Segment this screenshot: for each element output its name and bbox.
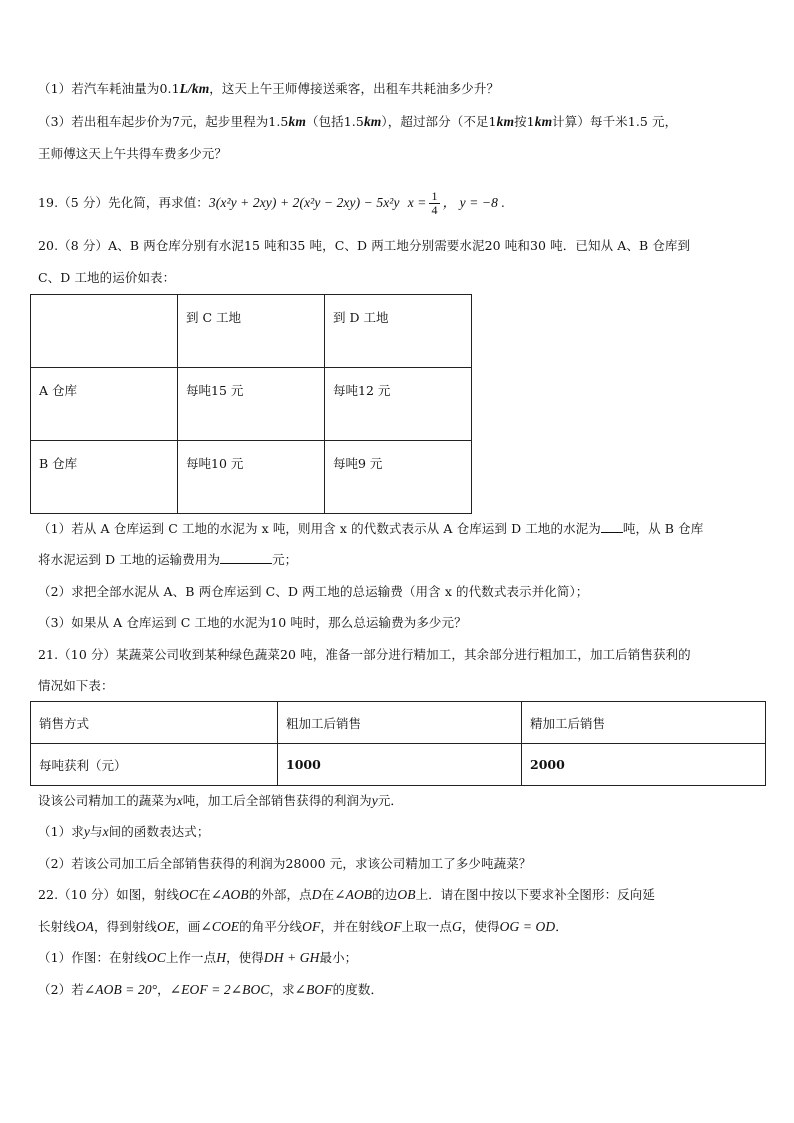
q18-sub1-unit: L/km xyxy=(179,81,210,96)
q18-sub3 xyxy=(38,113,768,131)
math-og-od: OG = OD xyxy=(499,919,556,934)
q22-text: （2）若 xyxy=(38,982,84,997)
q21-sub1-c: 间的函数表达式； xyxy=(108,824,210,839)
table-cell: 精加工后销售 xyxy=(522,702,766,744)
q18-sub3-line2: 王师傅这天上午共得车费多少元？ xyxy=(38,146,228,161)
q18-sub3-c: ），超过部分（不足1 xyxy=(381,114,497,129)
q21-sub1-b: 与 xyxy=(89,824,103,839)
table-cell: 每吨获利（元） xyxy=(31,744,278,786)
q21-setup-c: 元． xyxy=(377,793,404,808)
q18-sub3-unit4: km xyxy=(534,114,553,129)
q19-x-denominator: 4 xyxy=(431,203,438,217)
q22-text: 长射线 xyxy=(38,919,76,934)
q22-text: 上作一点 xyxy=(165,950,217,965)
q22-text: （1）作图：在射线 xyxy=(38,950,147,965)
math-angle-aob: ∠AOB xyxy=(334,887,373,902)
q22-text: 上取一点 xyxy=(401,919,452,934)
freight-rate-table xyxy=(30,294,472,514)
table-cell: 粗加工后销售 xyxy=(278,702,522,744)
q19-x-numerator: 1 xyxy=(431,189,438,203)
table-cell: 每吨12 元 xyxy=(325,368,472,441)
table-row xyxy=(31,295,472,368)
q18-sub3-unit2: km xyxy=(363,114,382,129)
table-row xyxy=(31,441,472,514)
q21-setup-b: 吨，加工后全部销售获得的利润为 xyxy=(182,793,372,808)
q18-sub3-unit3: km xyxy=(496,114,515,129)
table-cell: 每吨10 元 xyxy=(178,441,325,514)
q21-sub1 xyxy=(38,823,768,841)
table-cell: 到 C 工地 xyxy=(178,295,325,368)
q21-line1: 21.（10 分）某蔬菜公司收到某种绿色蔬菜20 吨，准备一部分进行精加工，其余部分进行粗加工，加工后销售获利的 xyxy=(38,647,691,662)
table-cell: B 仓库 xyxy=(31,441,178,514)
math-angle-coe: ∠COE xyxy=(200,919,240,934)
q20-sub1-cont xyxy=(38,551,768,569)
q19-x-label: x = xyxy=(407,195,427,210)
table-cell: 每吨9 元 xyxy=(325,441,472,514)
math-oc: OC xyxy=(146,950,166,965)
table-cell: 销售方式 xyxy=(31,702,278,744)
table-cell: 1000 xyxy=(278,744,522,786)
q20-sub1-b: 吨，从 B 仓库 xyxy=(622,521,704,536)
q21-sub1-a: （1）求 xyxy=(38,824,84,839)
table-cell: 到 D 工地 xyxy=(325,295,472,368)
q22-text: 的度数． xyxy=(332,982,384,997)
math-g: G xyxy=(452,919,462,934)
var-y: y xyxy=(371,793,378,808)
q21-setup xyxy=(38,792,768,810)
table-cell: 每吨15 元 xyxy=(178,368,325,441)
math-oc: OC xyxy=(179,887,199,902)
q20-sub3: （3）如果从 A 仓库运到 C 工地的水泥为10 吨时，那么总运输费为多少元？ xyxy=(38,615,467,630)
q18-sub3-e: 计算）每千米1.5 元， xyxy=(552,114,678,129)
q22-text: ，并在射线 xyxy=(320,919,384,934)
sales-profit-table xyxy=(30,701,766,786)
math-d: D xyxy=(311,887,322,902)
q22-text: 的边 xyxy=(372,887,398,902)
q22-text: ， xyxy=(157,982,170,997)
q20-sub1-d: 元； xyxy=(272,552,298,567)
q20-sub1 xyxy=(38,520,768,538)
q19-label: 19.（5 分）先化简，再求值： xyxy=(38,195,209,210)
q21-line2: 情况如下表： xyxy=(38,678,114,693)
math-angle-aob: ∠AOB xyxy=(210,887,249,902)
answer-blank xyxy=(220,551,272,564)
var-x: x xyxy=(102,824,109,839)
answer-blank xyxy=(601,520,623,533)
q22-text: ． xyxy=(555,919,568,934)
q22-text: 22.（10 分）如图，射线 xyxy=(38,887,180,902)
math-angle-aob-20: ∠AOB = 20° xyxy=(83,982,158,997)
math-of: OF xyxy=(383,919,402,934)
q19-x-fraction xyxy=(429,190,439,217)
var-y: y xyxy=(83,824,90,839)
q22-text: ，画 xyxy=(175,919,201,934)
math-h: H xyxy=(216,950,227,965)
q22-text: 上．请在图中按以下要求补全图形：反向延 xyxy=(415,887,655,902)
q22-text: 的角平分线 xyxy=(239,919,303,934)
q18-sub3-a: （3）若出租车起步价为7元，起步里程为1.5 xyxy=(38,114,289,129)
table-row xyxy=(31,702,766,744)
q22-text: 最小； xyxy=(319,950,358,965)
table-row xyxy=(31,744,766,786)
q22-text: ，求 xyxy=(269,982,295,997)
q21-setup-a: 设该公司精加工的蔬菜为 xyxy=(38,793,177,808)
math-dh-gh: DH + GH xyxy=(263,950,320,965)
q22-sub1 xyxy=(38,949,768,967)
var-x: x xyxy=(176,793,183,808)
q22-text: ，使得 xyxy=(461,919,500,934)
q18-sub1-text: （1）若汽车耗油量为0.1 xyxy=(38,81,180,96)
q22-text: ，得到射线 xyxy=(94,919,158,934)
math-of: OF xyxy=(302,919,321,934)
table-row xyxy=(31,368,472,441)
q22-text: 的外部，点 xyxy=(248,887,312,902)
math-oe: OE xyxy=(157,919,176,934)
q22-line1 xyxy=(38,886,768,904)
q20-sub2: （2）求把全部水泥从 A、B 两仓库运到 C、D 两工地的总运输费（用含 x 的代数式表示并化简）； xyxy=(38,584,589,599)
q20-line1: 20.（8 分）A、B 两仓库分别有水泥15 吨和35 吨，C、D 两工地分别需要水泥20 吨和30 吨．已知从 A、B 仓库到 xyxy=(38,238,691,253)
q18-sub3-b: （包括1.5 xyxy=(305,114,364,129)
q18-sub1 xyxy=(38,80,768,98)
q20-sub1-a: （1）若从 A 仓库运到 C 工地的水泥为 x 吨，则用含 x 的代数式表示从 A 仓库运到 D 工地的水泥为 xyxy=(38,521,601,536)
math-oa: OA xyxy=(75,919,95,934)
q22-line2 xyxy=(38,918,768,936)
q22-sub2 xyxy=(38,981,768,999)
q18-sub3-d: 按1 xyxy=(514,114,535,129)
math-ob: OB xyxy=(397,887,416,902)
table-cell: 2000 xyxy=(522,744,766,786)
q19-expression: 3(x²y + 2xy) + 2(x²y − 2xy) − 5x²y xyxy=(208,195,400,210)
math-angle-eof: ∠EOF = 2∠BOC xyxy=(169,982,270,997)
table-cell xyxy=(31,295,178,368)
q18-sub1-tail: ，这天上午王师傅接送乘客，出租车共耗油多少升？ xyxy=(209,81,500,96)
q19-y-value: ， y = −8 . xyxy=(442,195,505,210)
q20-sub1-c: 将水泥运到 D 工地的运输费用为 xyxy=(38,552,221,567)
math-angle-bof: ∠BOF xyxy=(294,982,333,997)
table-cell: A 仓库 xyxy=(31,368,178,441)
q22-text: ，使得 xyxy=(226,950,264,965)
q21-sub2: （2）若该公司加工后全部销售获得的利润为28000 元，求该公司精加工了多少吨蔬菜？ xyxy=(38,856,532,871)
q20-line2: C、D 工地的运价如表： xyxy=(38,270,176,285)
q18-sub3-unit1: km xyxy=(288,114,306,129)
q22-text: 在 xyxy=(198,887,211,902)
q19 xyxy=(38,188,768,218)
q22-text: 在 xyxy=(321,887,335,902)
